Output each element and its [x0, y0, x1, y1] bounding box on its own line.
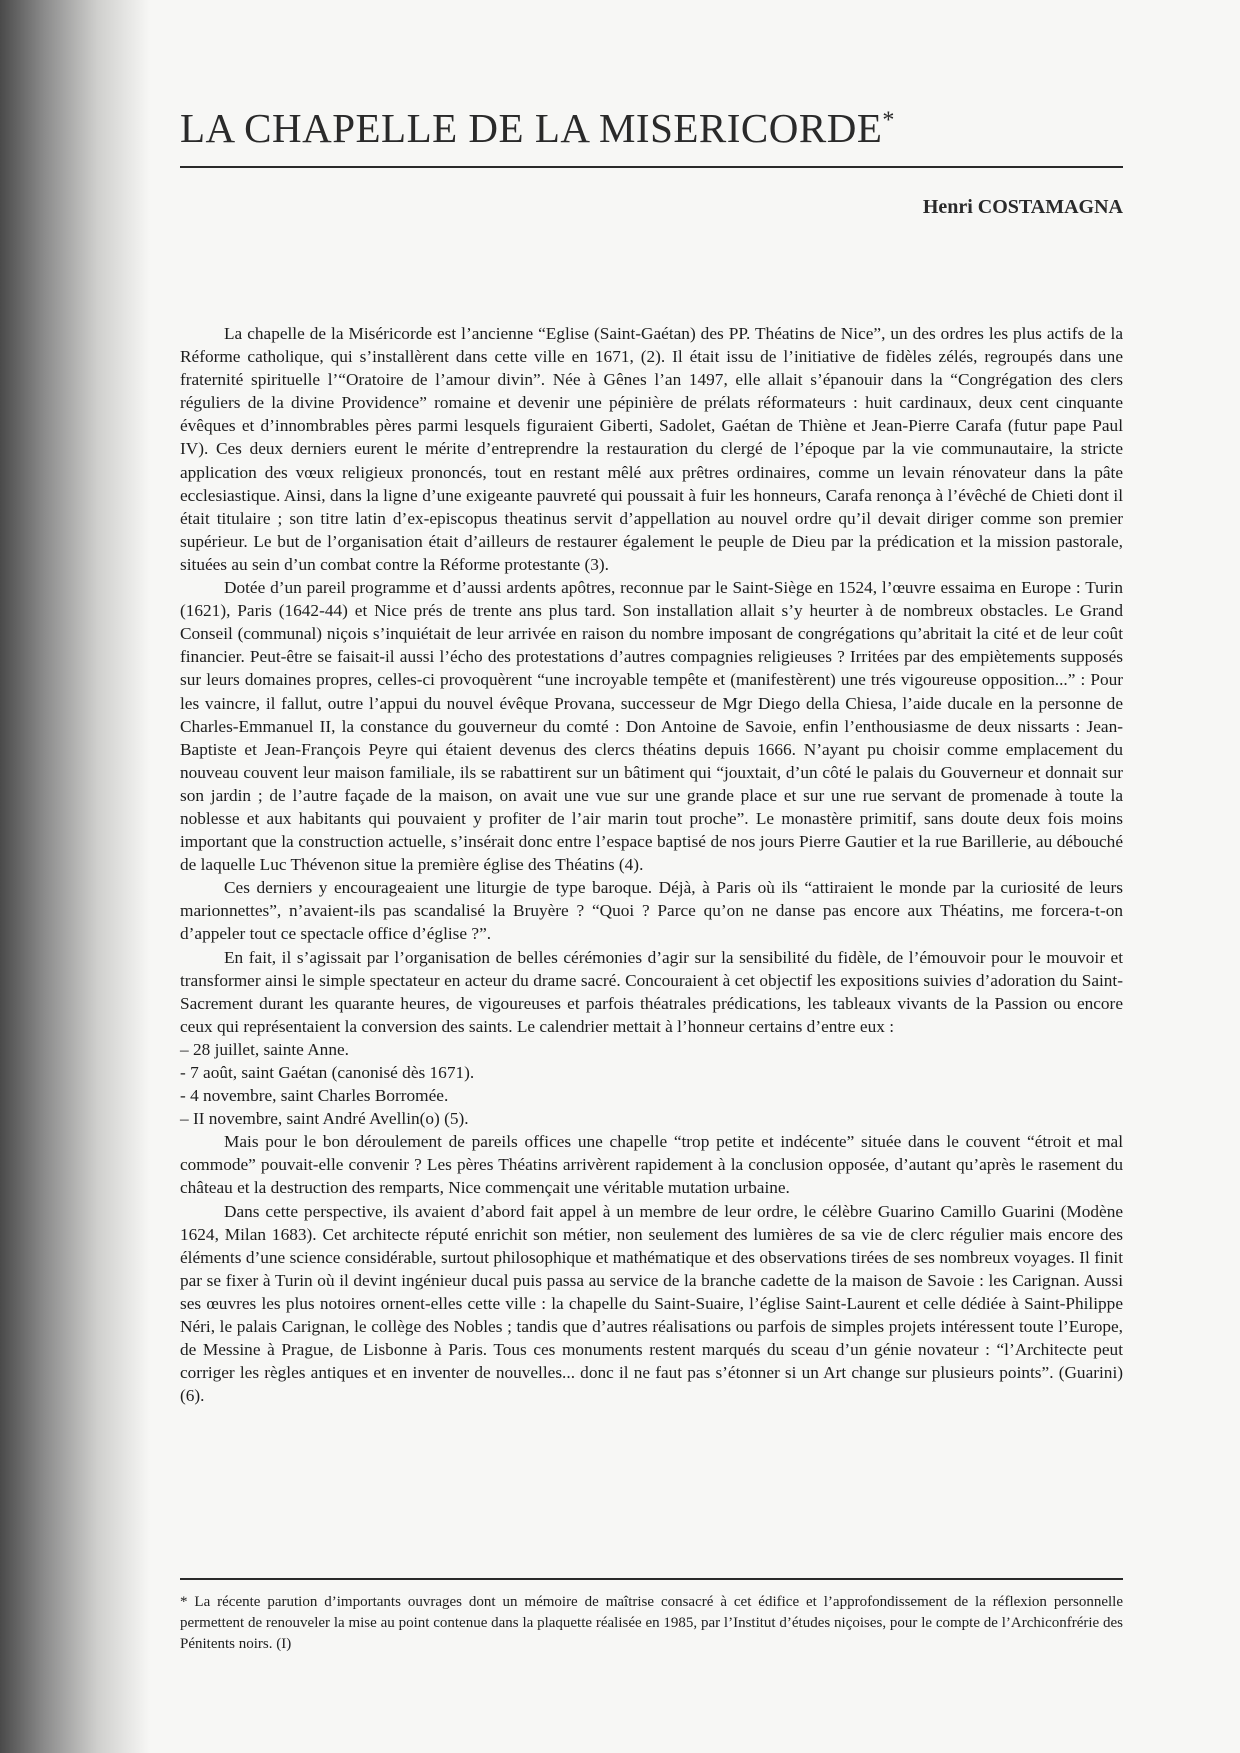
footnote: * La récente parution d’importants ouvrages dont un mémoire de maîtrise consacré à cet édifice et l’approfondissement de la réflexion personnelle permettent de renouveler la mise au point contenue dans la plaquette réalisée en 1985, par l’Institut d’études niçoises, pour le compte de l’Archiconfrérie des Pénitents noirs. (I)	[180, 1594, 1123, 1652]
author-name: Henri COSTAMAGNA	[922, 196, 1123, 218]
footnote-rule	[180, 1578, 1123, 1580]
body-paragraph: Ces derniers y encourageaient une liturgie de type baroque. Déjà, à Paris où ils “attiraient le monde par la curiosité de leurs marionnettes”, n’avaient-ils pas scandalisé la Bruyère ? “Quoi ? Parce qu’on ne danse pas encore aux Théatins, me forcera-t-on d’appeler tout ce spectacle office d’église ?”.	[180, 878, 1123, 944]
article-title-text: LA CHAPELLE DE LA MISERICORDE	[180, 105, 883, 151]
article-page	[180, 0, 1123, 1753]
article-title	[180, 105, 1123, 151]
title-rule	[180, 166, 1123, 168]
body-paragraph: Dans cette perspective, ils avaient d’abord fait appel à un membre de leur ordre, le célèbre Guarino Camillo Guarini (Modène 1624, Milan 1683). Cet architecte réputé enrichit son métier, non seulement des lumières de sa vie de clerc régulier mais encore des éléments d’une science considérable, surtout philosophique et mathématique et des observations tirées de ses nombreux voyages. Il finit par se fixer à Turin où il devint ingénieur ducal puis passa au service de la branche cadette de la maison de Savoie : les Carignan. Aussi ses œuvres les plus notoires ornent-elles cette ville : la chapelle du Saint-Suaire, l’église Saint-Laurent et celle dédiée à Saint-Philippe Néri, le palais Carignan, le collège des Nobles ; tandis que d’autres réalisations ou parfois de simples projets intéressent toute l’Europe, de Messine à Prague, de Lisbonne à Paris. Tous ces monuments restent marqués du sceau d’un génie novateur : “l’Architecte peut corriger les règles antiques et en inventer de nouvelles... donc il ne faut pas s’étonner si un Art change sur plusieurs points”. (Guarini) (6).	[180, 1201, 1123, 1406]
feast-list-item: – II novembre, saint André Avellin(o) (5).	[180, 1109, 469, 1129]
feast-list	[180, 1038, 1123, 1130]
article-body	[180, 322, 1123, 1407]
body-paragraph: La chapelle de la Miséricorde est l’ancienne “Eglise (Saint-Gaétan) des PP. Théatins de Nice”, un des ordres les plus actifs de la Réforme catholique, qui s’installèrent dans cette ville en 1671, (2). Il était issu de l’initiative de fidèles zélés, regroupés dans une fraternité spirituelle l’“Oratoire de l’amour divin”. Née à Gênes l’an 1497, elle allait s’épanouir dans la “Congrégation des clers réguliers de la divine Providence” romaine et devenir une pépinière de prélats réformateurs : huit cardinaux, deux cent cinquante évêques et d’innombrables pères parmi lesquels figuraient Giberti, Sadolet, Gaétan de Thiène et Jean-Pierre Carafa (futur pape Paul IV). Ces deux derniers eurent le mérite d’entreprendre la restauration du clergé de l’époque par la vie communautaire, la stricte application des vœux religieux prononcés, tout en restant mêlé aux prêtres ordinaires, comme un levain rénovateur dans la pâte ecclesiastique. Ainsi, dans la ligne d’une exigeante pauvreté qui poussait à fuir les honneurs, Carafa renonça à l’évêché de Chieti dont il était titulaire ; son titre latin d’ex-episcopus theatinus servit d’appellation au nouvel ordre qu’il devait diriger comme son premier supérieur. Le but de l’organisation était d’ailleurs de restaurer également le peuple de Dieu par la prédication et la mission pastorale, situées au sein d’un combat contre la Réforme protestante (3).	[180, 324, 1123, 574]
feast-list-item: - 7 août, saint Gaétan (canonisé dès 1671).	[180, 1063, 475, 1082]
feast-list-item: - 4 novembre, saint Charles Borromée.	[180, 1086, 449, 1106]
feast-list-item: – 28 juillet, sainte Anne.	[180, 1039, 349, 1059]
body-paragraph: Mais pour le bon déroulement de pareils offices une chapelle “trop petite et indécente” située dans le couvent “étroit et mal commode” pouvait-elle convenir ? Les pères Théatins arrivèrent rapidement à la conclusion opposée, d’autant qu’après le rasement du château et la destruction des remparts, Nice commençait une véritable mutation urbaine.	[180, 1132, 1123, 1198]
body-paragraph: En fait, il s’agissait par l’organisation de belles cérémonies d’agir sur la sensibilité du fidèle, de l’émouvoir pour le mouvoir et transformer ainsi le simple spectateur en acteur du drame sacré. Concouraient à cet objectif les expositions suivies d’adoration du Saint-Sacrement durant les quarante heures, de vigoureuses et parfois théatrales prédications, les tableaux vivants de la Passion ou encore ceux qui représentaient la conversion des saints. Le calendrier mettait à l’honneur certains d’entre eux :	[180, 947, 1123, 1036]
page-spine-shadow	[0, 0, 150, 1753]
body-paragraph: Dotée d’un pareil programme et d’aussi ardents apôtres, reconnue par le Saint-Siège en 1524, l’œuvre essaima en Europe : Turin (1621), Paris (1642-44) et Nice prés de trente ans plus tard. Son installation allait s’y heurter à de nombreux obstacles. Le Grand Conseil (communal) niçois s’inquiétait de leur arrivée en raison du nombre imposant de congrégations qu’abritait la cité et de leur coût financier. Peut-être se faisait-il aussi l’écho des protestations d’autres compagnies religieuses ? Irritées par des empiètements supposés sur leurs domaines propres, celles-ci provoquèrent “une incroyable tempête et (manifestèrent) une trés vigoureuse opposition...” : Pour les vaincre, il fallut, outre l’appui du nouvel évêque Provana, successeur de Mgr Diego della Chiesa, l’aide ducale en la personne de Charles-Emmanuel II, la constance du gouverneur du comté : Don Antoine de Savoie, enfin l’enthousiasme de deux nissarts : Jean-Baptiste et Jean-François Peyre qui étaient devenus des clercs théatins depuis 1666. N’ayant pu choisir comme emplacement du nouveau couvent leur maison familiale, ils se rabattirent sur un bâtiment qui “jouxtait, d’un côté le palais du Gouverneur et donnait sur son jardin ; de l’autre façade de la maison, on avait une vue sur une grande place et sur une rue servant de promenade à toute la noblesse et aux habitants qui pouvaient y profiter de l’air marin tout proche”. Le monastère primitif, sans doute deux fois moins important que la construction actuelle, s’insérait donc entre l’espace baptisé de nos jours Pierre Gautier et la rue Barillerie, au débouché de laquelle Luc Thévenon situe la première église des Théatins (4).	[180, 578, 1123, 875]
title-footnote-marker: *	[882, 107, 895, 134]
